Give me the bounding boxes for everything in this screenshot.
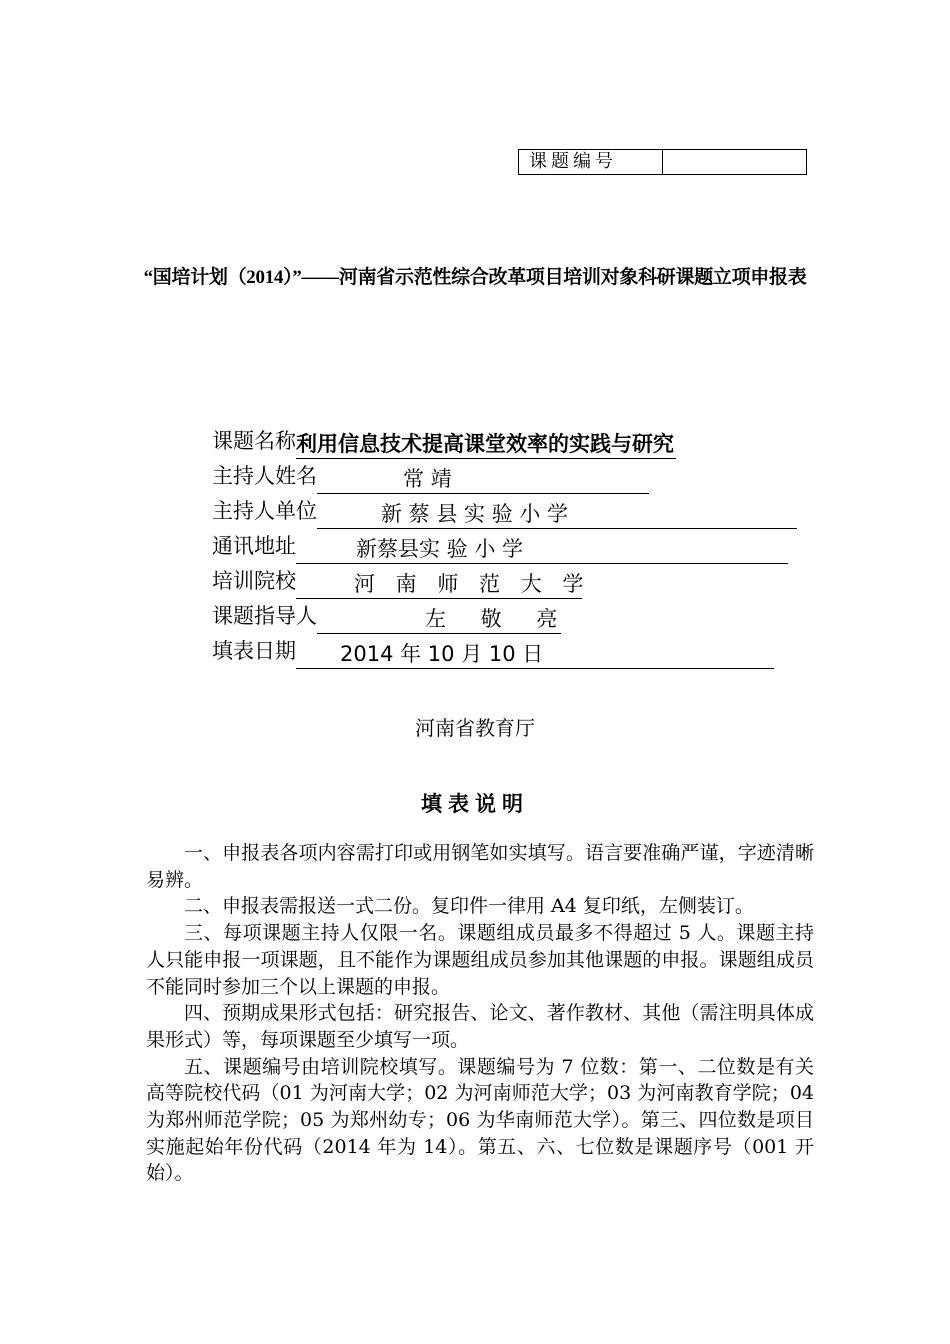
field-label: 课题名称 — [212, 429, 296, 453]
field-value[interactable]: 2014 年 10 月 10 日 — [296, 640, 774, 669]
instructions-title: 填表说明 — [421, 791, 529, 816]
project-code-label: 课题编号 — [519, 150, 663, 175]
field-label: 填表日期 — [212, 639, 296, 663]
field-address — [212, 529, 797, 564]
department-name: 河南省教育厅 — [415, 716, 535, 740]
field-host-name — [212, 459, 797, 494]
form-title: “国培计划（2014）”——河南省示范性综合改革项目培训对象科研课题立项申报表 — [143, 267, 807, 288]
field-project-name — [212, 424, 797, 459]
field-training-school — [212, 564, 797, 599]
instruction-item: 五、课题编号由培训院校填写。课题编号为 7 位数：第一、二位数是有关高等院校代码（01 为河南大学；02 为河南师范大学；03 为河南教育学院；04 为郑州师范学院；05 为郑州幼专；06 为华南师范大学）。第三、四位数是项目实施起始年份代码（2014 年为 14）。第五、六、七位数是课题序号（001 开始）。 — [146, 1055, 814, 1185]
instructions-list — [146, 840, 814, 1187]
field-value[interactable]: 河 南 师 范 大 学 — [296, 570, 582, 599]
project-code-table — [518, 149, 807, 175]
project-info-fields — [212, 424, 797, 669]
field-label: 主持人单位 — [212, 499, 317, 523]
project-code-value[interactable] — [663, 150, 807, 175]
field-date — [212, 634, 797, 669]
instruction-item: 一、申报表各项内容需打印或用钢笔如实填写。语言要准确严谨，字迹清晰易辨。 — [146, 842, 814, 891]
field-value[interactable]: 利用信息技术提高课堂效率的实践与研究 — [296, 430, 676, 459]
field-host-unit — [212, 494, 797, 529]
instruction-item: 二、申报表需报送一式二份。复印件一律用 A4 复印纸，左侧装订。 — [184, 895, 754, 918]
field-label: 主持人姓名 — [212, 464, 317, 488]
instruction-item: 三、每项课题主持人仅限一名。课题组成员最多不得超过 5 人。课题主持人只能申报一项课题，且不能作为课题组成员参加其他课题的申报。课题组成员不能同时参加三个以上课题的申报。 — [146, 922, 814, 998]
field-label: 培训院校 — [212, 569, 296, 593]
field-value[interactable]: 新蔡县实 验 小 学 — [296, 535, 788, 564]
field-label: 课题指导人 — [212, 604, 317, 628]
field-value[interactable]: 左 敬 亮 — [317, 605, 561, 634]
field-value[interactable]: 新 蔡 县 实 验 小 学 — [317, 500, 797, 529]
field-value[interactable]: 常 靖 — [317, 465, 649, 494]
field-label: 通讯地址 — [212, 534, 296, 558]
field-advisor — [212, 599, 797, 634]
instruction-item: 四、预期成果形式包括：研究报告、论文、著作教材、其他（需注明具体成果形式）等，每项课题至少填写一项。 — [146, 1002, 814, 1051]
